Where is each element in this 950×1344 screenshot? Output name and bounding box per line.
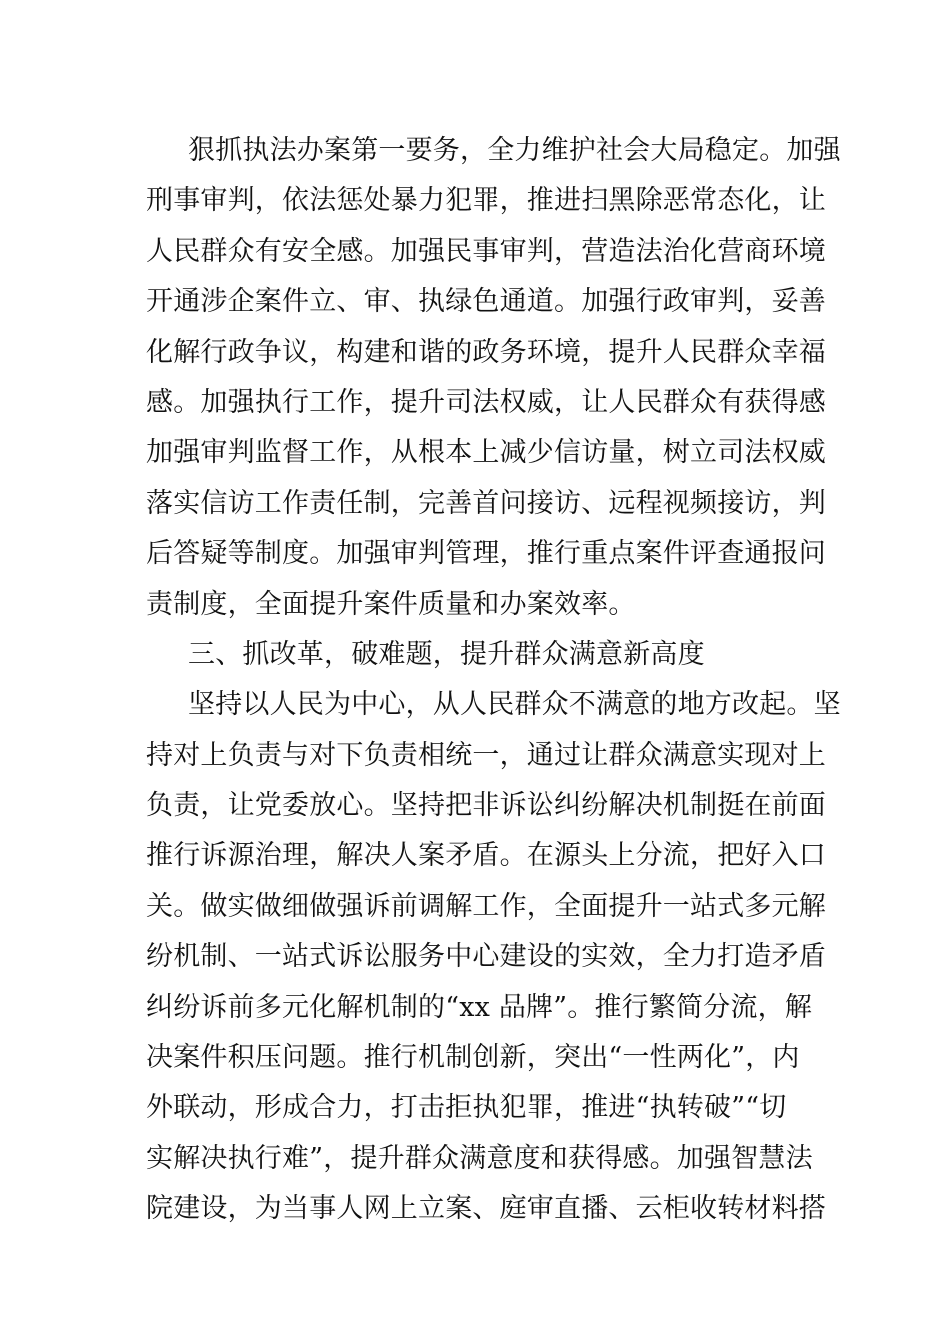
paragraph-line: 落实信访工作责任制，完善首问接访、远程视频接访，判	[146, 487, 826, 519]
paragraph-line: 纠纷诉前多元化解机制的“xx 品牌”。推行繁简分流，解	[146, 991, 813, 1023]
paragraph-line: 关。做实做细做强诉前调解工作，全面提升一站式多元解	[146, 890, 826, 922]
paragraph-line: 外联动，形成合力，打击拒执犯罪，推进“执转破”“切	[146, 1092, 787, 1124]
paragraph-line: 持对上负责与对下负责相统一，通过让群众满意实现对上	[146, 739, 826, 771]
paragraph-enforcement	[146, 126, 841, 630]
paragraph-line: 后答疑等制度。加强审判管理，推行重点案件评查通报问	[146, 538, 826, 570]
paragraph-line: 刑事审判，依法惩处暴力犯罪，推进扫黑除恶常态化，让	[146, 185, 826, 217]
document-body	[146, 126, 841, 1235]
paragraph-line: 实解决执行难”，提升群众满意度和获得感。加强智慧法	[146, 1142, 813, 1174]
paragraph-reform	[146, 680, 841, 1234]
section-heading: 三、抓改革，破难题，提升群众满意新高度	[188, 638, 705, 670]
paragraph-line: 开通涉企案件立、审、执绿色通道。加强行政审判，妥善	[146, 286, 826, 318]
paragraph-line: 人民群众有安全感。加强民事审判，营造法治化营商环境	[146, 235, 826, 267]
paragraph-line: 院建设，为当事人网上立案、庭审直播、云柜收转材料搭	[146, 1193, 826, 1225]
paragraph-line: 决案件积压问题。推行机制创新，突出“一性两化”，内	[146, 1042, 800, 1074]
paragraph-line: 狠抓执法办案第一要务，全力维护社会大局稳定。加强	[188, 135, 841, 166]
paragraph-line: 推行诉源治理，解决人案矛盾。在源头上分流，把好入口	[146, 840, 826, 872]
paragraph-line: 加强审判监督工作，从根本上减少信访量，树立司法权威	[146, 437, 826, 469]
paragraph-line: 感。加强执行工作，提升司法权威，让人民群众有获得感	[146, 386, 826, 418]
paragraph-line: 化解行政争议，构建和谐的政务环境，提升人民群众幸福	[146, 336, 826, 368]
paragraph-line: 责制度，全面提升案件质量和办案效率。	[146, 588, 636, 620]
paragraph-line: 纷机制、一站式诉讼服务中心建设的实效，全力打造矛盾	[146, 941, 826, 973]
paragraph-line: 坚持以人民为中心，从人民群众不满意的地方改起。坚	[188, 689, 841, 721]
paragraph-line: 负责，让党委放心。坚持把非诉讼纠纷解决机制挺在前面	[146, 790, 826, 822]
